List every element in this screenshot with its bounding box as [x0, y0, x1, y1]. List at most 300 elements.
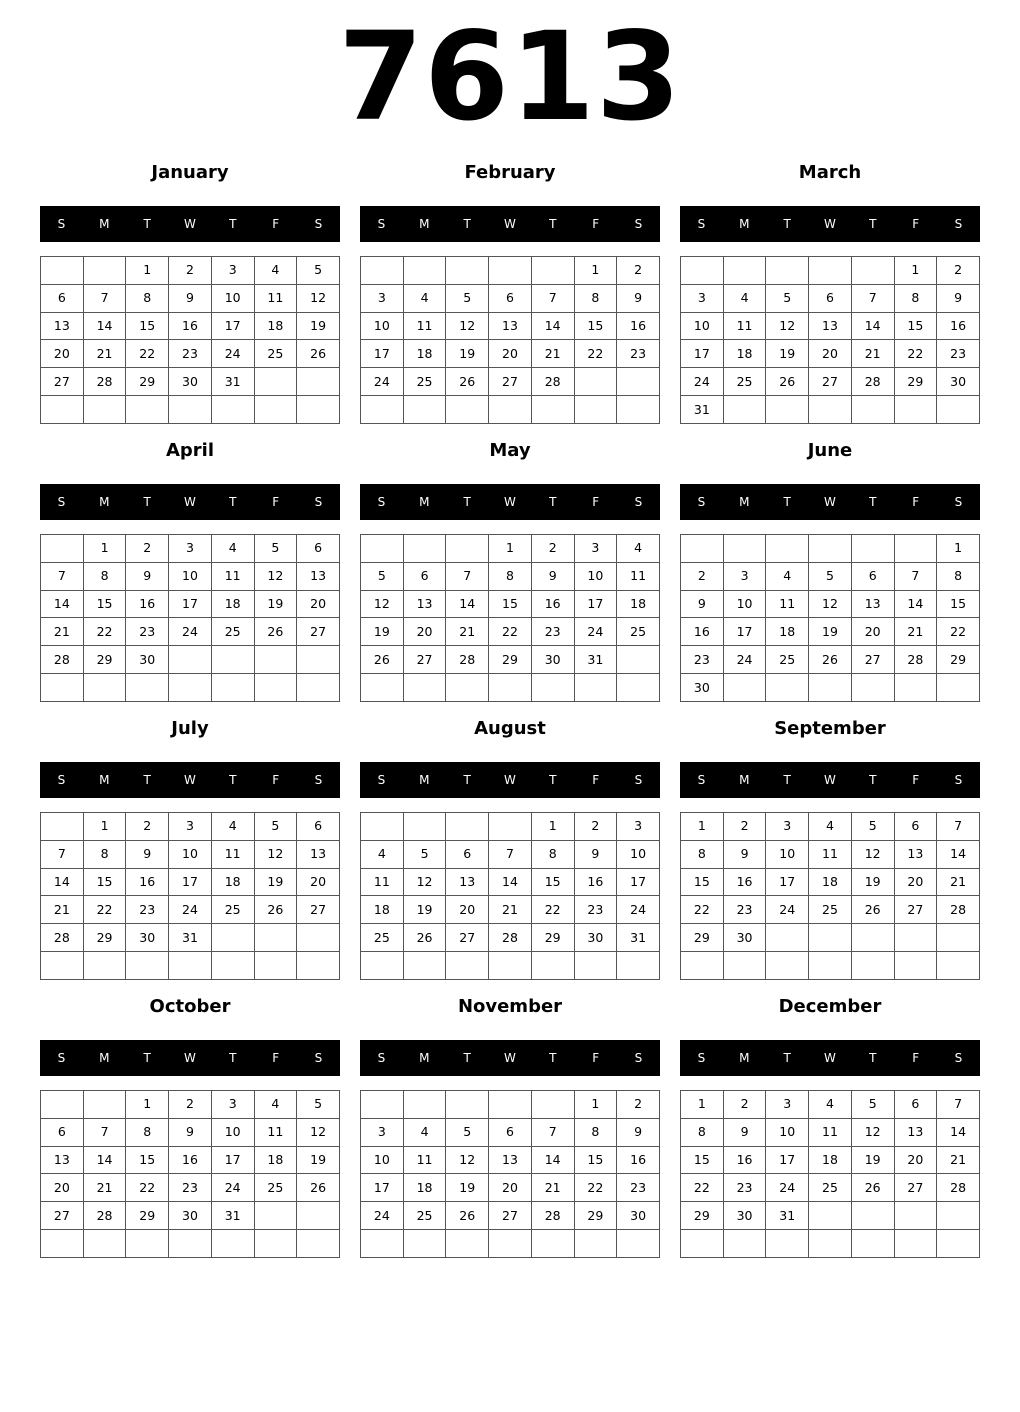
- day-cell: 9: [937, 284, 980, 312]
- day-cell: 12: [297, 284, 340, 312]
- week-row: [681, 1174, 980, 1202]
- weekday-header: W: [184, 1051, 196, 1065]
- day-cell: 29: [83, 646, 126, 674]
- day-cell: 22: [126, 1174, 169, 1202]
- weekday-header-bar: [360, 1040, 660, 1076]
- day-cell: 2: [126, 813, 169, 841]
- day-cell: 2: [574, 813, 617, 841]
- weekday-header-bar: [360, 762, 660, 798]
- day-grid: [40, 1090, 340, 1258]
- day-cell: 25: [211, 896, 254, 924]
- day-cell: 12: [766, 312, 809, 340]
- week-row: [361, 868, 660, 896]
- empty-day-cell: [531, 674, 574, 702]
- day-cell: 25: [809, 1174, 852, 1202]
- day-cell: 10: [361, 1146, 404, 1174]
- empty-day-cell: [446, 813, 489, 841]
- week-row: [681, 368, 980, 396]
- day-cell: 30: [937, 368, 980, 396]
- day-cell: 25: [723, 368, 766, 396]
- day-cell: 8: [531, 840, 574, 868]
- day-cell: 4: [403, 1118, 446, 1146]
- week-row: [41, 1146, 340, 1174]
- day-cell: 3: [211, 1091, 254, 1119]
- weekday-header: T: [549, 1051, 557, 1065]
- empty-day-cell: [83, 1230, 126, 1258]
- week-row: [361, 924, 660, 952]
- empty-day-cell: [403, 813, 446, 841]
- day-cell: 23: [169, 340, 212, 368]
- day-cell: 27: [489, 1202, 532, 1230]
- day-cell: 14: [531, 1146, 574, 1174]
- day-cell: 15: [681, 868, 724, 896]
- empty-day-cell: [617, 396, 660, 424]
- empty-day-cell: [126, 674, 169, 702]
- month-name: August: [474, 718, 546, 739]
- weekday-header: T: [143, 217, 151, 231]
- weekday-header: S: [634, 217, 643, 231]
- day-cell: 19: [297, 312, 340, 340]
- weekday-header: T: [229, 1051, 237, 1065]
- week-row: [681, 840, 980, 868]
- week-row: [681, 340, 980, 368]
- day-cell: 22: [574, 340, 617, 368]
- empty-day-cell: [894, 952, 937, 980]
- empty-day-cell: [681, 1230, 724, 1258]
- day-cell: 17: [169, 590, 212, 618]
- month-name: June: [807, 440, 853, 461]
- day-cell: 27: [297, 618, 340, 646]
- empty-day-cell: [403, 1091, 446, 1119]
- week-row: [681, 562, 980, 590]
- day-cell: 13: [297, 840, 340, 868]
- day-cell: 20: [894, 868, 937, 896]
- week-row: [681, 590, 980, 618]
- month-name: September: [774, 718, 886, 739]
- weekday-header-bar: [40, 206, 340, 242]
- week-row: [681, 1230, 980, 1258]
- empty-day-cell: [723, 535, 766, 563]
- day-cell: 8: [489, 562, 532, 590]
- day-cell: 22: [489, 618, 532, 646]
- empty-day-cell: [617, 674, 660, 702]
- day-cell: 5: [297, 257, 340, 285]
- empty-day-cell: [809, 257, 852, 285]
- day-cell: 9: [126, 840, 169, 868]
- day-cell: 20: [446, 896, 489, 924]
- day-cell: 6: [403, 562, 446, 590]
- day-cell: 28: [894, 646, 937, 674]
- empty-day-cell: [617, 646, 660, 674]
- day-cell: 6: [41, 284, 84, 312]
- day-cell: 16: [681, 618, 724, 646]
- empty-day-cell: [681, 952, 724, 980]
- empty-day-cell: [41, 952, 84, 980]
- day-cell: 30: [169, 1202, 212, 1230]
- week-row: [681, 257, 980, 285]
- day-cell: 28: [41, 924, 84, 952]
- day-cell: 28: [937, 1174, 980, 1202]
- day-cell: 26: [361, 646, 404, 674]
- day-cell: 19: [254, 590, 297, 618]
- week-row: [361, 1174, 660, 1202]
- day-cell: 23: [126, 896, 169, 924]
- weekday-header: S: [57, 773, 66, 787]
- empty-day-cell: [809, 674, 852, 702]
- day-cell: 10: [617, 840, 660, 868]
- day-cell: 21: [531, 1174, 574, 1202]
- day-cell: 7: [41, 840, 84, 868]
- day-cell: 30: [126, 924, 169, 952]
- day-cell: 26: [403, 924, 446, 952]
- empty-day-cell: [851, 1230, 894, 1258]
- day-cell: 30: [723, 924, 766, 952]
- day-cell: 10: [169, 562, 212, 590]
- empty-day-cell: [169, 1230, 212, 1258]
- day-cell: 23: [617, 1174, 660, 1202]
- day-cell: 21: [83, 1174, 126, 1202]
- day-cell: 19: [851, 868, 894, 896]
- empty-day-cell: [489, 674, 532, 702]
- day-cell: 24: [574, 618, 617, 646]
- day-cell: 20: [403, 618, 446, 646]
- day-cell: 10: [766, 840, 809, 868]
- day-cell: 1: [894, 257, 937, 285]
- week-row: [361, 535, 660, 563]
- day-cell: 10: [169, 840, 212, 868]
- empty-day-cell: [489, 813, 532, 841]
- day-cell: 8: [894, 284, 937, 312]
- week-row: [681, 1202, 980, 1230]
- weekday-header-bar: [360, 206, 660, 242]
- empty-day-cell: [809, 396, 852, 424]
- day-cell: 9: [617, 1118, 660, 1146]
- day-cell: 16: [723, 1146, 766, 1174]
- weekday-header: T: [783, 773, 791, 787]
- day-cell: 27: [851, 646, 894, 674]
- day-cell: 30: [531, 646, 574, 674]
- day-cell: 29: [126, 368, 169, 396]
- weekday-header: S: [377, 1051, 386, 1065]
- day-cell: 31: [681, 396, 724, 424]
- day-cell: 19: [446, 340, 489, 368]
- empty-day-cell: [446, 396, 489, 424]
- day-cell: 22: [126, 340, 169, 368]
- day-cell: 24: [361, 368, 404, 396]
- day-cell: 26: [766, 368, 809, 396]
- empty-day-cell: [211, 396, 254, 424]
- empty-day-cell: [617, 952, 660, 980]
- day-cell: 29: [126, 1202, 169, 1230]
- day-cell: 19: [809, 618, 852, 646]
- day-cell: 2: [937, 257, 980, 285]
- empty-day-cell: [83, 396, 126, 424]
- day-cell: 12: [809, 590, 852, 618]
- day-cell: 27: [297, 896, 340, 924]
- week-row: [681, 284, 980, 312]
- weekday-header: S: [697, 217, 706, 231]
- day-cell: 18: [766, 618, 809, 646]
- empty-day-cell: [403, 1230, 446, 1258]
- week-row: [41, 1202, 340, 1230]
- day-cell: 26: [297, 340, 340, 368]
- empty-day-cell: [211, 646, 254, 674]
- week-row: [361, 368, 660, 396]
- day-cell: 19: [403, 896, 446, 924]
- empty-day-cell: [169, 674, 212, 702]
- week-row: [361, 674, 660, 702]
- day-cell: 12: [361, 590, 404, 618]
- day-cell: 8: [937, 562, 980, 590]
- day-cell: 2: [531, 535, 574, 563]
- day-grid: [360, 534, 660, 702]
- empty-day-cell: [489, 257, 532, 285]
- day-cell: 29: [937, 646, 980, 674]
- weekday-header: T: [783, 217, 791, 231]
- day-cell: 30: [169, 368, 212, 396]
- day-cell: 14: [851, 312, 894, 340]
- day-grid: [40, 256, 340, 424]
- weekday-header: T: [229, 495, 237, 509]
- week-row: [361, 257, 660, 285]
- week-row: [361, 312, 660, 340]
- day-cell: 6: [446, 840, 489, 868]
- day-cell: 30: [574, 924, 617, 952]
- empty-day-cell: [851, 924, 894, 952]
- empty-day-cell: [809, 1230, 852, 1258]
- empty-day-cell: [297, 646, 340, 674]
- empty-day-cell: [254, 1202, 297, 1230]
- weekday-header: F: [912, 495, 920, 509]
- day-cell: 3: [574, 535, 617, 563]
- day-cell: 1: [681, 813, 724, 841]
- day-cell: 4: [766, 562, 809, 590]
- day-cell: 3: [169, 535, 212, 563]
- day-cell: 14: [531, 312, 574, 340]
- weekday-header: W: [824, 495, 836, 509]
- month-name: April: [165, 440, 215, 461]
- empty-day-cell: [41, 1091, 84, 1119]
- week-row: [41, 1230, 340, 1258]
- empty-day-cell: [41, 396, 84, 424]
- day-cell: 13: [403, 590, 446, 618]
- weekday-header-bar: [40, 1040, 340, 1076]
- empty-day-cell: [851, 674, 894, 702]
- weekday-header: W: [824, 1051, 836, 1065]
- day-cell: 18: [809, 868, 852, 896]
- day-cell: 22: [681, 1174, 724, 1202]
- empty-day-cell: [937, 924, 980, 952]
- empty-day-cell: [361, 1230, 404, 1258]
- empty-day-cell: [169, 396, 212, 424]
- day-cell: 2: [617, 257, 660, 285]
- week-row: [41, 1091, 340, 1119]
- day-cell: 22: [894, 340, 937, 368]
- empty-day-cell: [169, 952, 212, 980]
- week-row: [681, 1118, 980, 1146]
- day-cell: 20: [297, 590, 340, 618]
- day-cell: 18: [211, 868, 254, 896]
- day-cell: 13: [446, 868, 489, 896]
- day-cell: 25: [211, 618, 254, 646]
- empty-day-cell: [41, 1230, 84, 1258]
- day-cell: 7: [937, 1091, 980, 1119]
- weekday-header: S: [954, 217, 963, 231]
- empty-day-cell: [809, 535, 852, 563]
- day-cell: 20: [489, 340, 532, 368]
- empty-day-cell: [446, 674, 489, 702]
- day-cell: 24: [681, 368, 724, 396]
- weekday-header: M: [99, 495, 110, 509]
- day-cell: 21: [446, 618, 489, 646]
- day-cell: 28: [937, 896, 980, 924]
- weekday-header: S: [954, 773, 963, 787]
- day-cell: 17: [574, 590, 617, 618]
- weekday-header: W: [824, 773, 836, 787]
- day-cell: 28: [446, 646, 489, 674]
- empty-day-cell: [254, 1230, 297, 1258]
- weekday-header: F: [272, 1051, 280, 1065]
- day-cell: 16: [126, 868, 169, 896]
- day-cell: 24: [169, 896, 212, 924]
- week-row: [361, 1202, 660, 1230]
- day-cell: 11: [809, 1118, 852, 1146]
- day-cell: 21: [937, 1146, 980, 1174]
- day-cell: 26: [297, 1174, 340, 1202]
- day-cell: 2: [723, 1091, 766, 1119]
- empty-day-cell: [211, 952, 254, 980]
- day-cell: 11: [254, 284, 297, 312]
- weekday-header-bar: [40, 762, 340, 798]
- day-cell: 15: [83, 590, 126, 618]
- empty-day-cell: [446, 1091, 489, 1119]
- empty-day-cell: [83, 674, 126, 702]
- day-cell: 11: [723, 312, 766, 340]
- weekday-header-bar: [680, 206, 980, 242]
- empty-day-cell: [41, 535, 84, 563]
- day-cell: 1: [574, 257, 617, 285]
- day-cell: 3: [766, 1091, 809, 1119]
- weekday-header: W: [504, 773, 516, 787]
- day-cell: 29: [83, 924, 126, 952]
- day-cell: 31: [211, 1202, 254, 1230]
- day-cell: 20: [297, 868, 340, 896]
- empty-day-cell: [723, 396, 766, 424]
- day-cell: 24: [766, 896, 809, 924]
- day-cell: 1: [681, 1091, 724, 1119]
- day-cell: 11: [254, 1118, 297, 1146]
- week-row: [41, 646, 340, 674]
- day-cell: 13: [851, 590, 894, 618]
- empty-day-cell: [851, 1202, 894, 1230]
- day-cell: 29: [574, 1202, 617, 1230]
- day-cell: 20: [894, 1146, 937, 1174]
- empty-day-cell: [574, 674, 617, 702]
- day-cell: 23: [681, 646, 724, 674]
- day-cell: 7: [851, 284, 894, 312]
- day-cell: 30: [681, 674, 724, 702]
- day-cell: 3: [211, 257, 254, 285]
- week-row: [681, 646, 980, 674]
- week-row: [41, 813, 340, 841]
- weekday-header-bar: [680, 762, 980, 798]
- day-cell: 5: [766, 284, 809, 312]
- empty-day-cell: [254, 674, 297, 702]
- empty-day-cell: [361, 535, 404, 563]
- weekday-header: S: [697, 773, 706, 787]
- week-row: [361, 896, 660, 924]
- day-cell: 16: [531, 590, 574, 618]
- day-cell: 19: [254, 868, 297, 896]
- day-grid: [680, 256, 980, 424]
- day-cell: 12: [403, 868, 446, 896]
- empty-day-cell: [766, 924, 809, 952]
- day-cell: 17: [361, 1174, 404, 1202]
- day-cell: 19: [361, 618, 404, 646]
- day-cell: 25: [617, 618, 660, 646]
- day-grid: [360, 256, 660, 424]
- week-row: [41, 924, 340, 952]
- week-row: [361, 1146, 660, 1174]
- day-cell: 21: [937, 868, 980, 896]
- empty-day-cell: [766, 952, 809, 980]
- day-cell: 17: [681, 340, 724, 368]
- week-row: [41, 868, 340, 896]
- day-cell: 25: [403, 368, 446, 396]
- day-cell: 7: [83, 1118, 126, 1146]
- weekday-header: T: [463, 217, 471, 231]
- day-cell: 10: [211, 1118, 254, 1146]
- weekday-header: W: [184, 773, 196, 787]
- day-cell: 13: [41, 1146, 84, 1174]
- week-row: [41, 562, 340, 590]
- empty-day-cell: [361, 952, 404, 980]
- day-cell: 6: [851, 562, 894, 590]
- day-cell: 23: [723, 896, 766, 924]
- day-cell: 31: [211, 368, 254, 396]
- day-cell: 18: [617, 590, 660, 618]
- empty-day-cell: [937, 1230, 980, 1258]
- empty-day-cell: [297, 368, 340, 396]
- day-cell: 8: [681, 840, 724, 868]
- day-cell: 22: [681, 896, 724, 924]
- weekday-header: S: [57, 217, 66, 231]
- empty-day-cell: [254, 368, 297, 396]
- day-cell: 18: [723, 340, 766, 368]
- day-cell: 9: [723, 1118, 766, 1146]
- weekday-header-bar: [40, 484, 340, 520]
- weekday-header: S: [954, 495, 963, 509]
- empty-day-cell: [766, 674, 809, 702]
- empty-day-cell: [254, 952, 297, 980]
- weekday-header: S: [634, 495, 643, 509]
- week-row: [681, 535, 980, 563]
- day-cell: 6: [297, 813, 340, 841]
- day-cell: 1: [531, 813, 574, 841]
- weekday-header: F: [592, 1051, 600, 1065]
- weekday-header: T: [783, 495, 791, 509]
- day-cell: 24: [766, 1174, 809, 1202]
- week-row: [41, 1174, 340, 1202]
- weekday-header: S: [314, 495, 323, 509]
- day-cell: 24: [723, 646, 766, 674]
- day-cell: 18: [211, 590, 254, 618]
- day-cell: 2: [169, 257, 212, 285]
- day-cell: 24: [361, 1202, 404, 1230]
- weekday-header: F: [912, 217, 920, 231]
- empty-day-cell: [766, 535, 809, 563]
- day-cell: 10: [361, 312, 404, 340]
